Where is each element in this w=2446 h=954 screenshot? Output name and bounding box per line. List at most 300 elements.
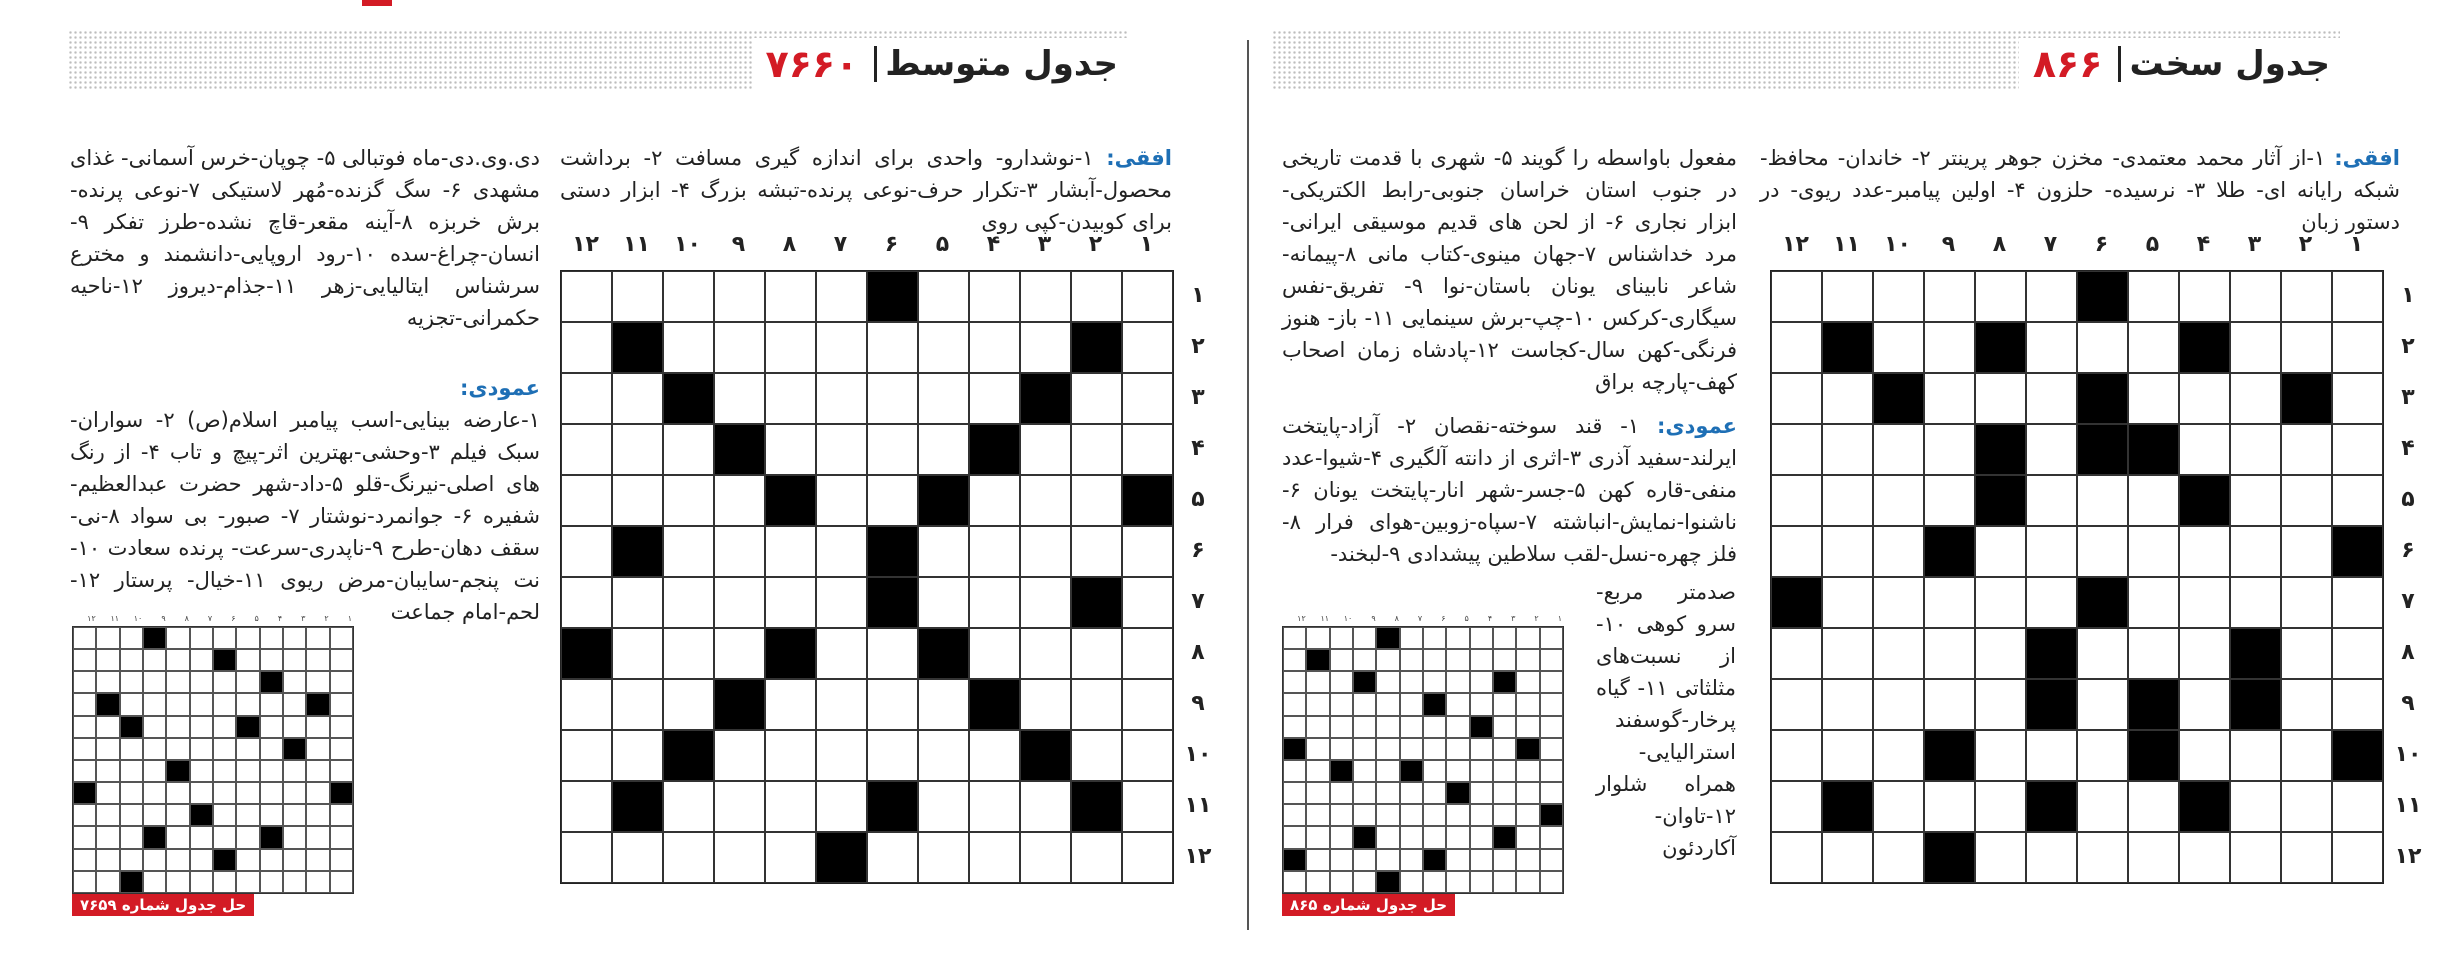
solution-cell — [1306, 804, 1329, 826]
solution-black-square — [1283, 849, 1306, 871]
grid-cell — [2230, 271, 2281, 322]
grid-cell — [1122, 424, 1173, 475]
solution-cell — [306, 627, 329, 649]
solution-cell — [143, 782, 166, 804]
solution-cell — [120, 693, 143, 715]
right-puzzle-number: ۸۶۶ — [2032, 42, 2103, 86]
grid-cell — [2179, 832, 2230, 883]
solution-cell — [73, 738, 96, 760]
solution-cell — [1493, 627, 1516, 649]
grid-cell — [1873, 781, 1924, 832]
grid-cell — [1975, 271, 2026, 322]
solution-cell — [1400, 627, 1423, 649]
column-number: ۶ — [884, 232, 899, 257]
column-number: ۷ — [833, 232, 848, 257]
solution-cell — [1353, 716, 1376, 738]
solution-cell — [1470, 782, 1493, 804]
grid-cell — [765, 730, 816, 781]
grid-cell — [1873, 475, 1924, 526]
right-down-narrow — [1596, 576, 1736, 864]
grid-cell — [1822, 730, 1873, 781]
grid-cell — [2281, 730, 2332, 781]
grid-cell — [714, 730, 765, 781]
column-number: ۱۰ — [133, 614, 143, 623]
solution-cell — [1376, 826, 1399, 848]
grid-cell — [2332, 577, 2383, 628]
solution-cell — [260, 760, 283, 782]
grid-cell — [765, 679, 816, 730]
solution-cell — [306, 849, 329, 871]
grid-cell — [2026, 832, 2077, 883]
solution-cell — [1306, 760, 1329, 782]
solution-cell — [1283, 782, 1306, 804]
left-title-text: جدول متوسط — [885, 44, 1118, 84]
solution-cell — [1516, 693, 1539, 715]
solution-cell — [1330, 871, 1353, 893]
solution-cell — [1540, 716, 1563, 738]
column-number: ۸ — [782, 232, 797, 257]
grid-cell — [1822, 424, 1873, 475]
solution-black-square — [96, 693, 119, 715]
solution-cell — [120, 649, 143, 671]
solution-cell — [330, 716, 353, 738]
solution-cell — [1330, 804, 1353, 826]
row-number: ۱ — [1191, 283, 1205, 308]
grid-cell — [2026, 424, 2077, 475]
grid-cell — [1975, 577, 2026, 628]
column-number: ۱ — [2349, 232, 2364, 257]
across-text: ۱-نوشدارو- واحدی برای اندازه گیری مسافت ۲- برداشت محصول-آبشار ۳-تکرار حرف-نوعی پرنده-تبشه بزرگ ۴- ابزار دستی برای کوبیدن-کپی روی — [560, 146, 1172, 234]
grid-cell — [1020, 577, 1071, 628]
row-number: ۶ — [1191, 538, 1205, 563]
solution-cell — [1423, 649, 1446, 671]
column-number: ۳ — [301, 614, 306, 623]
row-number: ۹ — [2401, 691, 2415, 716]
left-column-labels — [560, 232, 1172, 257]
grid-cell — [714, 781, 765, 832]
solution-cell — [1330, 738, 1353, 760]
row-number: ۹ — [1191, 691, 1205, 716]
grid-cell — [2179, 271, 2230, 322]
grid-cell — [1122, 628, 1173, 679]
grid-cell — [612, 577, 663, 628]
column-number: ۷ — [1417, 614, 1423, 623]
grid-cell — [816, 628, 867, 679]
black-square — [714, 424, 765, 475]
solution-cell — [260, 782, 283, 804]
solution-cell — [1330, 849, 1353, 871]
column-number: ۲ — [1534, 614, 1539, 623]
solution-cell — [1446, 849, 1469, 871]
solution-black-square — [166, 760, 189, 782]
grid-cell — [1122, 730, 1173, 781]
solution-cell — [143, 849, 166, 871]
solution-cell — [236, 649, 259, 671]
column-number: ۸ — [184, 614, 189, 623]
column-number: ۳ — [1511, 614, 1516, 623]
grid-cell — [2026, 322, 2077, 373]
solution-cell — [1516, 716, 1539, 738]
grid-cell — [1020, 526, 1071, 577]
solution-black-square — [1330, 760, 1353, 782]
column-number: ۸ — [1394, 614, 1399, 623]
solution-cell — [1540, 671, 1563, 693]
grid-cell — [816, 679, 867, 730]
solution-cell — [1330, 826, 1353, 848]
grid-cell — [969, 628, 1020, 679]
black-square — [867, 526, 918, 577]
grid-cell — [816, 781, 867, 832]
solution-cell — [1470, 738, 1493, 760]
row-number: ۲ — [1191, 334, 1205, 359]
solution-cell — [1423, 716, 1446, 738]
grid-cell — [2230, 832, 2281, 883]
black-square — [969, 424, 1020, 475]
grid-cell — [765, 832, 816, 883]
grid-cell — [1975, 679, 2026, 730]
black-square — [2281, 373, 2332, 424]
column-number: ۷ — [207, 614, 213, 623]
column-number: ۱۲ — [87, 614, 96, 623]
solution-black-square — [143, 627, 166, 649]
solution-cell — [213, 804, 236, 826]
black-square — [1122, 475, 1173, 526]
grid-cell — [1771, 373, 1822, 424]
row-number: ۵ — [2401, 487, 2415, 512]
grid-cell — [1771, 424, 1822, 475]
column-number: ۸ — [1992, 232, 2007, 257]
solution-cell — [1306, 716, 1329, 738]
column-number: ۱۲ — [1782, 232, 1809, 257]
row-number: ۱۰ — [2394, 742, 2422, 767]
row-number: ۲ — [2401, 334, 2415, 359]
grid-cell — [663, 271, 714, 322]
black-square — [867, 781, 918, 832]
solution-cell — [260, 871, 283, 893]
grid-cell — [1122, 322, 1173, 373]
solution-cell — [190, 871, 213, 893]
solution-cell — [1283, 826, 1306, 848]
grid-cell — [1873, 730, 1924, 781]
right-solution-col-labels — [1282, 614, 1562, 623]
down-narrow-text: صدمتر مربع- سرو کوهی ۱۰- از نسبت‌های مثلثاتی ۱۱- گیاه پرخار-گوسفند استرالیایی- همراه شلوار ۱۲-تاوان- آکاردئون — [1596, 580, 1736, 860]
column-number: ۲ — [1088, 232, 1103, 257]
grid-cell — [561, 679, 612, 730]
solution-cell — [1400, 671, 1423, 693]
solution-cell — [213, 826, 236, 848]
grid-cell — [1924, 679, 1975, 730]
grid-cell — [1122, 271, 1173, 322]
solution-cell — [1423, 738, 1446, 760]
column-number: ۱۱ — [623, 232, 650, 257]
solution-cell — [1306, 738, 1329, 760]
grid-cell — [1873, 271, 1924, 322]
solution-cell — [1423, 760, 1446, 782]
solution-cell — [190, 693, 213, 715]
row-number: ۳ — [2401, 385, 2415, 410]
grid-cell — [2281, 679, 2332, 730]
left-down-clues — [70, 372, 540, 628]
grid-cell — [867, 424, 918, 475]
grid-cell — [1771, 679, 1822, 730]
grid-cell — [816, 577, 867, 628]
solution-cell — [283, 693, 306, 715]
title-divider — [874, 46, 877, 82]
black-square — [2230, 628, 2281, 679]
solution-cell — [96, 627, 119, 649]
black-square — [765, 628, 816, 679]
solution-cell — [1376, 671, 1399, 693]
solution-cell — [1353, 782, 1376, 804]
right-across-continued — [1282, 142, 1737, 398]
solution-cell — [306, 782, 329, 804]
grid-cell — [612, 373, 663, 424]
solution-cell — [1423, 782, 1446, 804]
solution-black-square — [1376, 871, 1399, 893]
solution-cell — [190, 738, 213, 760]
grid-cell — [1822, 832, 1873, 883]
grid-cell — [816, 475, 867, 526]
solution-cell — [166, 716, 189, 738]
right-column-labels — [1770, 232, 2382, 257]
left-across-clues — [560, 142, 1172, 238]
grid-cell — [2179, 373, 2230, 424]
solution-cell — [1353, 693, 1376, 715]
black-square — [1924, 730, 1975, 781]
solution-cell — [1400, 826, 1423, 848]
solution-cell — [283, 804, 306, 826]
grid-cell — [2332, 679, 2383, 730]
solution-cell — [96, 826, 119, 848]
right-down-clues — [1282, 410, 1737, 570]
left-header — [68, 30, 1128, 90]
grid-cell — [969, 781, 1020, 832]
grid-cell — [765, 373, 816, 424]
solution-cell — [120, 671, 143, 693]
grid-cell — [2281, 577, 2332, 628]
grid-cell — [663, 628, 714, 679]
row-number: ۱۲ — [1184, 844, 1212, 869]
black-square — [1020, 373, 1071, 424]
solution-cell — [330, 871, 353, 893]
black-square — [1822, 322, 1873, 373]
row-number: ۸ — [2401, 640, 2415, 665]
black-square — [1924, 832, 1975, 883]
solution-cell — [1376, 782, 1399, 804]
solution-cell — [120, 760, 143, 782]
column-number: ۳ — [1037, 232, 1052, 257]
solution-cell — [73, 671, 96, 693]
solution-cell — [260, 716, 283, 738]
solution-black-square — [330, 782, 353, 804]
solution-cell — [166, 671, 189, 693]
black-square — [2026, 781, 2077, 832]
column-number: ۹ — [161, 614, 166, 623]
column-number: ۴ — [2196, 232, 2211, 257]
solution-cell — [190, 649, 213, 671]
solution-cell — [1540, 693, 1563, 715]
solution-cell — [1470, 804, 1493, 826]
solution-cell — [1400, 738, 1423, 760]
title-divider — [2118, 46, 2121, 82]
grid-cell — [867, 373, 918, 424]
solution-cell — [213, 760, 236, 782]
black-square — [1975, 424, 2026, 475]
solution-cell — [166, 804, 189, 826]
black-square — [1071, 781, 1122, 832]
grid-cell — [1020, 679, 1071, 730]
row-number: ۷ — [2401, 589, 2415, 614]
black-square — [2077, 577, 2128, 628]
solution-cell — [330, 804, 353, 826]
column-number: ۹ — [731, 232, 746, 257]
solution-cell — [190, 760, 213, 782]
black-square — [2128, 424, 2179, 475]
solution-cell — [1376, 849, 1399, 871]
solution-cell — [120, 826, 143, 848]
grid-cell — [663, 475, 714, 526]
grid-cell — [2179, 628, 2230, 679]
grid-cell — [816, 271, 867, 322]
solution-cell — [1283, 649, 1306, 671]
solution-cell — [330, 738, 353, 760]
solution-cell — [236, 826, 259, 848]
solution-cell — [143, 649, 166, 671]
grid-cell — [2230, 526, 2281, 577]
black-square — [1975, 475, 2026, 526]
grid-cell — [2332, 781, 2383, 832]
solution-cell — [306, 738, 329, 760]
grid-cell — [1071, 628, 1122, 679]
grid-cell — [1822, 577, 1873, 628]
solution-cell — [143, 671, 166, 693]
solution-cell — [1493, 693, 1516, 715]
solution-cell — [1540, 649, 1563, 671]
grid-cell — [2179, 577, 2230, 628]
grid-cell — [714, 628, 765, 679]
solution-cell — [1306, 693, 1329, 715]
solution-cell — [73, 826, 96, 848]
solution-cell — [1283, 671, 1306, 693]
left-puzzle-number: ۷۶۶۰ — [765, 42, 859, 86]
solution-cell — [236, 871, 259, 893]
solution-cell — [1376, 649, 1399, 671]
solution-cell — [1353, 871, 1376, 893]
solution-cell — [120, 782, 143, 804]
solution-cell — [1540, 738, 1563, 760]
black-square — [561, 628, 612, 679]
left-solution-grid — [72, 626, 354, 894]
grid-cell — [2179, 526, 2230, 577]
grid-cell — [1020, 628, 1071, 679]
solution-cell — [1446, 671, 1469, 693]
grid-cell — [1924, 271, 1975, 322]
grid-cell — [1771, 730, 1822, 781]
solution-cell — [1446, 738, 1469, 760]
grid-cell — [969, 322, 1020, 373]
grid-cell — [918, 271, 969, 322]
black-square — [2026, 628, 2077, 679]
grid-cell — [1975, 730, 2026, 781]
solution-cell — [330, 826, 353, 848]
solution-cell — [1283, 627, 1306, 649]
solution-cell — [143, 871, 166, 893]
grid-cell — [1873, 526, 1924, 577]
solution-cell — [73, 760, 96, 782]
right-header — [1272, 30, 2340, 90]
solution-cell — [73, 871, 96, 893]
column-number: ۱۱ — [1320, 614, 1330, 623]
solution-cell — [190, 826, 213, 848]
row-number: ۶ — [2401, 538, 2415, 563]
solution-cell — [236, 693, 259, 715]
solution-cell — [1400, 716, 1423, 738]
black-square — [2128, 730, 2179, 781]
grid-cell — [2179, 730, 2230, 781]
solution-black-square — [260, 671, 283, 693]
solution-cell — [1516, 804, 1539, 826]
grid-cell — [816, 526, 867, 577]
grid-cell — [1020, 832, 1071, 883]
grid-cell — [1020, 475, 1071, 526]
solution-cell — [1306, 849, 1329, 871]
grid-cell — [2230, 475, 2281, 526]
grid-cell — [1020, 271, 1071, 322]
grid-cell — [2179, 679, 2230, 730]
grid-cell — [969, 475, 1020, 526]
row-number: ۴ — [1191, 436, 1205, 461]
column-number: ۱ — [1557, 614, 1562, 623]
solution-cell — [1353, 760, 1376, 782]
grid-cell — [969, 730, 1020, 781]
solution-cell — [73, 716, 96, 738]
row-number: ۳ — [1191, 385, 1205, 410]
solution-cell — [1446, 804, 1469, 826]
grid-cell — [561, 475, 612, 526]
black-square — [1975, 322, 2026, 373]
grid-cell — [2281, 271, 2332, 322]
left-crossword-grid — [560, 270, 1174, 884]
solution-cell — [1306, 871, 1329, 893]
solution-cell — [1516, 649, 1539, 671]
solution-cell — [1540, 627, 1563, 649]
black-square — [2179, 781, 2230, 832]
solution-black-square — [1516, 738, 1539, 760]
grid-cell — [2077, 730, 2128, 781]
grid-cell — [2026, 373, 2077, 424]
grid-cell — [714, 373, 765, 424]
grid-cell — [714, 832, 765, 883]
grid-cell — [765, 271, 816, 322]
grid-cell — [816, 424, 867, 475]
solution-cell — [1330, 693, 1353, 715]
solution-cell — [236, 671, 259, 693]
column-number: ۵ — [2145, 232, 2160, 257]
solution-cell — [1470, 849, 1493, 871]
solution-cell — [1306, 782, 1329, 804]
solution-cell — [330, 627, 353, 649]
solution-cell — [1353, 804, 1376, 826]
grid-cell — [1071, 679, 1122, 730]
grid-cell — [918, 577, 969, 628]
solution-cell — [120, 849, 143, 871]
grid-cell — [1924, 781, 1975, 832]
grid-cell — [2230, 577, 2281, 628]
grid-cell — [1122, 781, 1173, 832]
solution-cell — [1283, 693, 1306, 715]
solution-cell — [1446, 760, 1469, 782]
grid-cell — [1924, 424, 1975, 475]
